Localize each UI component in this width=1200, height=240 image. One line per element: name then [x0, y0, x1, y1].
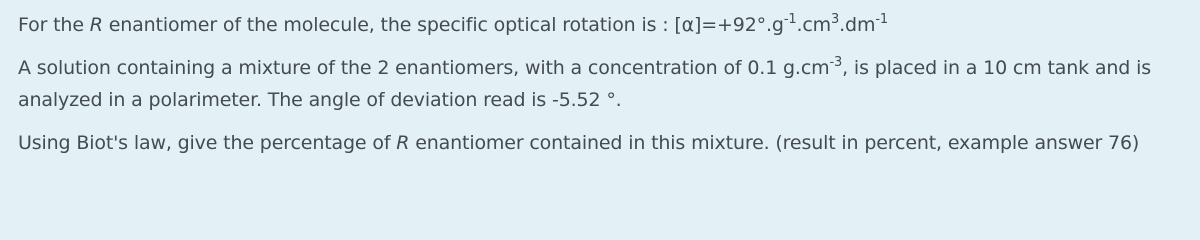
enantiomer-symbol: R — [396, 132, 410, 154]
text-segment: For the — [18, 14, 90, 36]
text-segment: Using Biot's law, give the percentage of — [18, 132, 397, 154]
superscript: -3 — [829, 54, 843, 70]
superscript: 3 — [831, 11, 840, 27]
superscript: -1 — [875, 11, 889, 27]
paragraph-question — [18, 127, 1182, 159]
text-segment: enantiomer contained in this mixture. (result in percent, example answer 76) — [409, 132, 1140, 154]
paragraph-solution — [18, 52, 1182, 116]
enantiomer-symbol: R — [89, 14, 103, 36]
text-segment: A solution containing a mixture of the 2 enantiomers, with a concentration of 0.1 g.cm — [18, 57, 830, 79]
paragraph-solution-line-1 — [18, 52, 1182, 84]
paragraph-optical-rotation — [18, 9, 1182, 41]
superscript: -1 — [783, 11, 797, 27]
paragraph-solution-line-2: analyzed in a polarimeter. The angle of deviation read is -5.52 °. — [18, 89, 622, 111]
text-segment: , is placed in a 10 cm tank and is — [842, 57, 1151, 79]
text-segment: .cm — [796, 14, 832, 36]
text-segment: .dm — [839, 14, 876, 36]
text-segment: enantiomer of the molecule, the specific optical rotation is : [α]=+92°.g — [102, 14, 784, 36]
